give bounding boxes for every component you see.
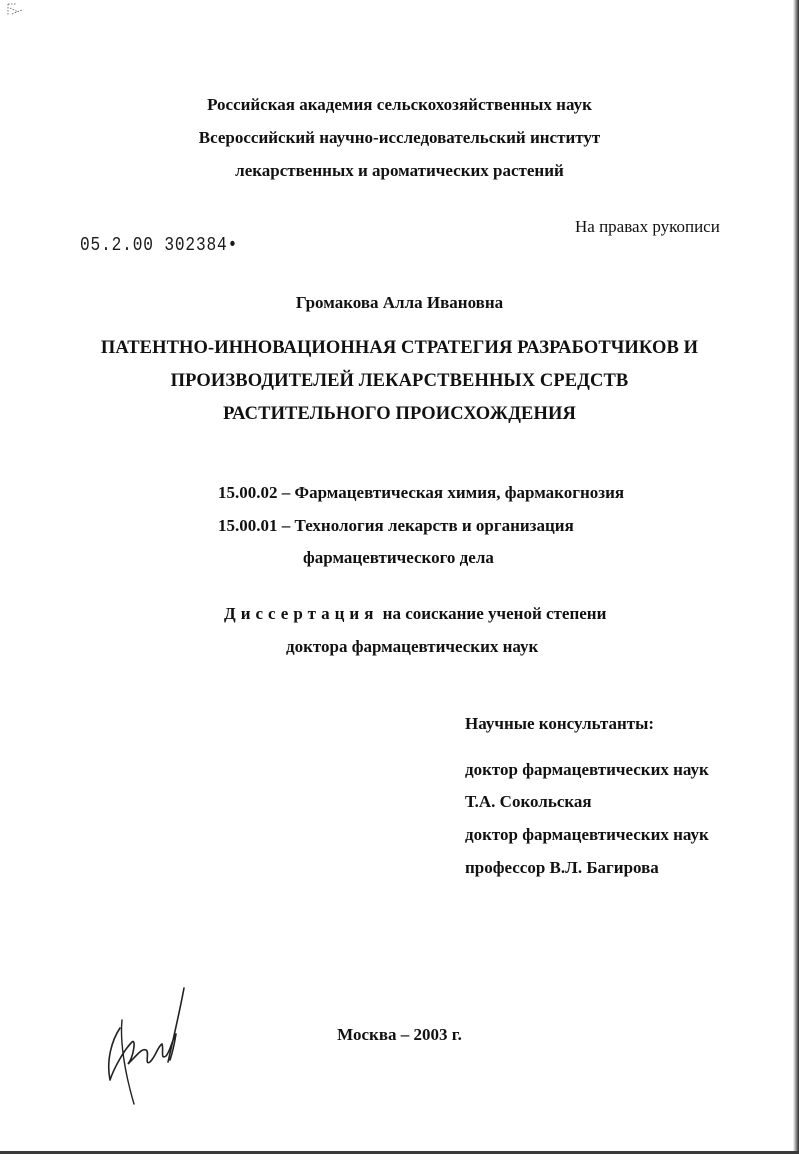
consultants-heading: Научные консультанты: (465, 714, 655, 733)
thesis-title-line3: РАСТИТЕЛЬНОГО ПРОИСХОЖДЕНИЯ (223, 404, 576, 424)
author-name: Громакова Алла Ивановна (295, 293, 504, 312)
city-year: Москва – 2003 г. (337, 1025, 462, 1044)
institute-name-line1: Всероссийский научно-исследовательский институт (198, 128, 601, 147)
consultant-1-name: Т.А. Сокольская (465, 792, 592, 811)
academy-name: Российская академия сельскохозяйственных наук (207, 95, 592, 114)
manuscript-note: На правах рукописи (575, 217, 720, 236)
registration-stamp (80, 234, 238, 256)
thesis-title-line2: ПРОИЗВОДИТЕЛЕЙ ЛЕКАРСТВЕННЫХ СРЕДСТВ (170, 371, 629, 391)
consultant-1-degree: доктор фармацевтических наук (465, 760, 709, 779)
degree-line1 (224, 604, 606, 624)
consultant-2-name: профессор В.Л. Багирова (465, 858, 659, 877)
specialty-2-line1: 15.00.01 – Технология лекарств и организация (218, 516, 574, 535)
degree-rest: на соискание ученой степени (382, 604, 607, 623)
degree-line2: доктора фармацевтических наук (286, 637, 539, 656)
specialty-1: 15.00.02 – Фармацевтическая химия, фармакогнозия (218, 483, 625, 502)
scan-artifact-mark (6, 2, 32, 28)
institute-name-line2: лекарственных и ароматических растений (235, 161, 564, 180)
degree-word: Диссертация (224, 604, 379, 623)
registration-number: 05.2.00 302384 (80, 234, 228, 256)
stamp-dot-icon: • (227, 234, 239, 256)
specialty-2-line2: фармацевтического дела (303, 548, 494, 567)
thesis-title-line1: ПАТЕНТНО-ИННОВАЦИОННАЯ СТРАТЕГИЯ РАЗРАБОТЧИКОВ И (100, 338, 699, 358)
handwritten-signature (98, 980, 198, 1110)
consultant-2-degree: доктор фармацевтических наук (465, 825, 709, 844)
